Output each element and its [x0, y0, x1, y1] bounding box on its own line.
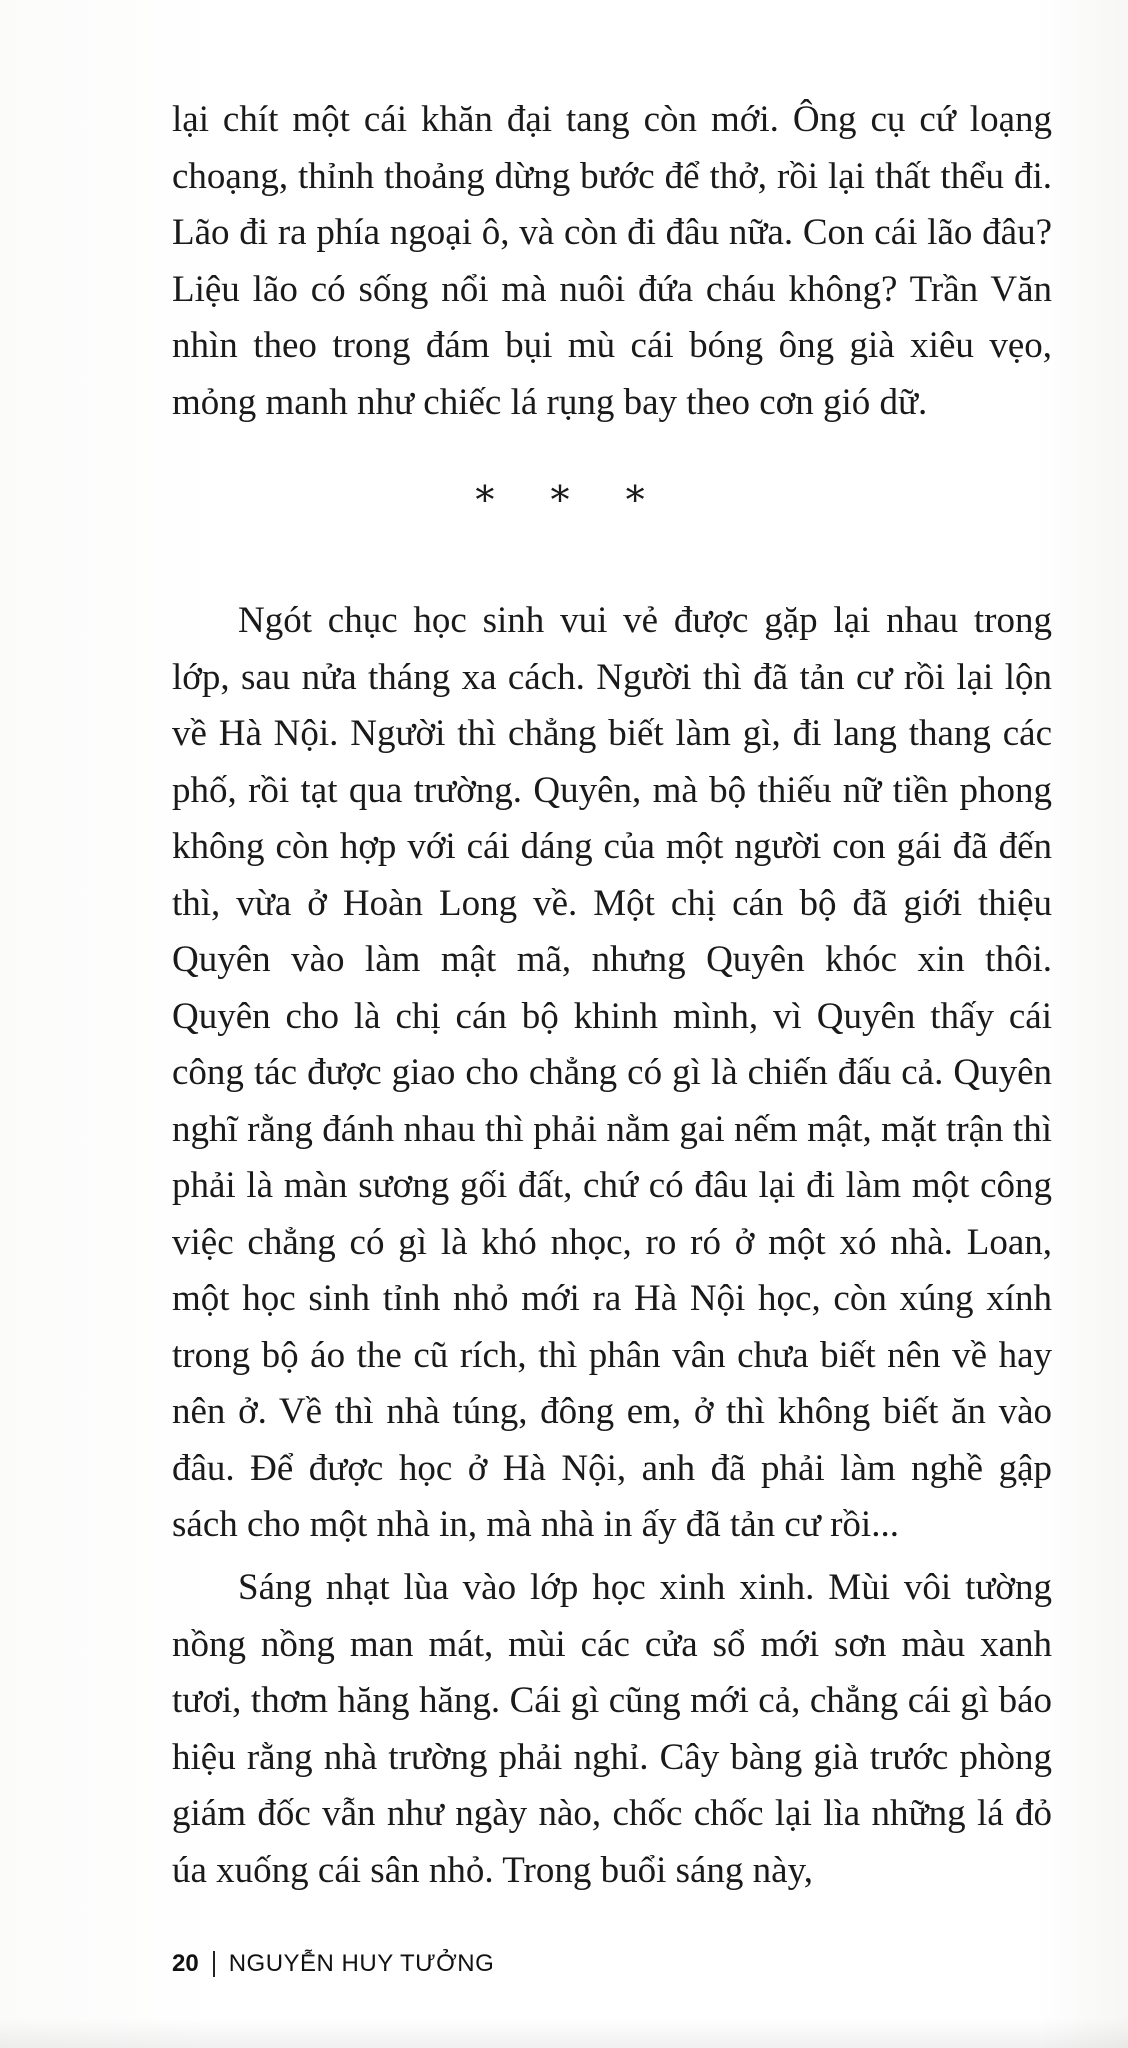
author-name: NGUYỄN HUY TƯỞNG — [228, 1950, 495, 1977]
paragraph-continuation: lại chít một cái khăn đại tang còn mới. Ông cụ cứ loạng choạng, thỉnh thoảng dừng bước để thở, rồi lại thất thểu đi. Lão đi ra phía ngoại ô, và còn đi đâu nữa. Con cái lão đâu? Liệu lão có sống nổi mà nuôi đứa cháu không? Trần Văn nhìn theo trong đám bụi mù cái bóng ông già xiêu vẹo, mỏng manh như chiếc lá rụng bay theo cơn gió dữ. — [172, 99, 1052, 423]
paragraph-morning: Sáng nhạt lùa vào lớp học xinh xinh. Mùi vôi tường nồng nồng man mát, mùi các cửa sổ mới sơn màu xanh tươi, thơm hăng hăng. Cái gì cũng mới cả, chẳng cái gì báo hiệu rằng nhà trường phải nghỉ. Cây bàng già trước phòng giám đốc vẫn như ngày nào, chốc chốc lại lìa những lá đỏ úa xuống cái sân nhỏ. Trong buổi sáng này, — [172, 1567, 1052, 1891]
body-text-top — [172, 92, 1052, 431]
page-edge-shadow — [0, 2018, 1128, 2048]
section-separator: * * * — [475, 478, 667, 522]
page-number: 20 — [172, 1950, 199, 1977]
page-footer — [172, 1950, 494, 1978]
body-text-middle — [172, 593, 1052, 1554]
body-text-bottom — [172, 1560, 1052, 1899]
footer-divider — [213, 1951, 215, 1977]
paragraph-students: Ngót chục học sinh vui vẻ được gặp lại nhau trong lớp, sau nửa tháng xa cách. Người thì đã tản cư rồi lại lộn về Hà Nội. Người thì chẳng biết làm gì, đi lang thang các phố, rồi tạt qua trường. Quyên, mà bộ thiếu nữ tiền phong không còn hợp với cái dáng của một người con gái đã đến thì, vừa ở Hoàn Long về. Một chị cán bộ đã giới thiệu Quyên vào làm mật mã, nhưng Quyên khóc xin thôi. Quyên cho là chị cán bộ khinh mình, vì Quyên thấy cái công tác được giao cho chẳng có gì là chiến đấu cả. Quyên nghĩ rằng đánh nhau thì phải nằm gai nếm mật, mặt trận thì phải là màn sương gối đất, chứ có đâu lại đi làm một công việc chẳng có gì là khó nhọc, ro ró ở một xó nhà. Loan, một học sinh tỉnh nhỏ mới ra Hà Nội học, còn xúng xính trong bộ áo the cũ rích, thì phân vân chưa biết nên về hay nên ở. Về thì nhà túng, đông em, ở thì không biết ăn vào đâu. Để được học ở Hà Nội, anh đã phải làm nghề gập sách cho một nhà in, mà nhà in ấy đã tản cư rồi... — [172, 600, 1052, 1545]
